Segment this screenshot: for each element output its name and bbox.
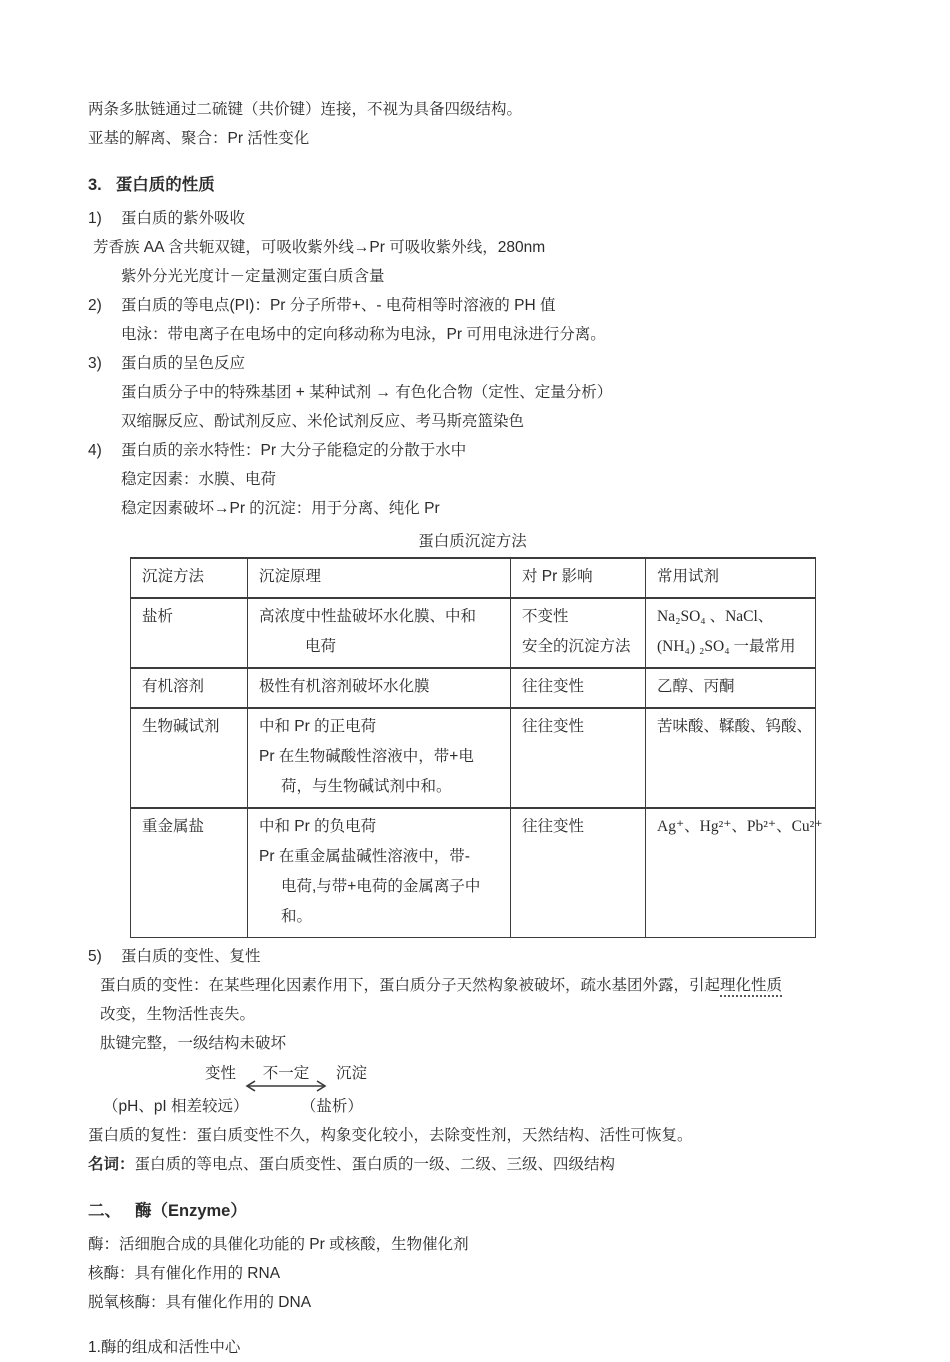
terms-text: 蛋白质的等电点、蛋白质变性、蛋白质的一级、二级、三级、四级结构 <box>134 1156 616 1173</box>
reagent-line: Ag⁺、Hg²⁺、Pb²⁺、Cu²⁺ <box>657 818 823 835</box>
list-item-uv-absorption <box>88 204 910 233</box>
cell-reagents <box>646 708 816 808</box>
denaturation-precipitation-relation <box>205 1062 910 1092</box>
section-title: 蛋白质的性质 <box>115 176 215 194</box>
list-item-denaturation <box>88 942 910 971</box>
item-title: 蛋白质的变性、复性 <box>121 948 261 965</box>
header-principle: 沉淀原理 <box>248 558 511 598</box>
header-reagents: 常用试剂 <box>646 558 816 598</box>
list-item-isoelectric-point <box>88 291 910 320</box>
renaturation-line: 蛋白质的复性：蛋白质变性不久，构象变化较小，去除变性剂，天然结构、活性可恢复。 <box>88 1127 693 1144</box>
table-row-organic-solvent <box>131 668 816 708</box>
effect-line: 往往变性 <box>522 678 585 695</box>
principle-line: Pr 在生物碱酸性溶液中，带+电 <box>259 748 474 765</box>
relation-right-term: 沉淀 <box>336 1065 368 1082</box>
cell-reagents <box>646 808 823 938</box>
uv-detail-line-1: 芳香族 AA 含共轭双键，可吸收紫外线→Pr 可吸收紫外线，280nm <box>93 239 546 256</box>
relation-left-term: 变性 <box>205 1065 237 1082</box>
section-heading-protein-properties <box>88 170 910 200</box>
section-heading-enzyme <box>88 1196 910 1226</box>
item-title: 蛋白质的紫外吸收 <box>121 210 246 227</box>
enzyme-def-line: 酶：活细胞合成的具催化功能的 Pr 或核酸，生物催化剂 <box>88 1236 469 1253</box>
item-number: 2) <box>88 297 102 314</box>
principle-line: 高浓度中性盐破坏水化膜、中和 <box>259 608 477 625</box>
relation-conditions-line <box>103 1092 910 1121</box>
item-number: 5) <box>88 948 102 965</box>
cell-method: 盐析 <box>131 598 248 668</box>
cell-effect <box>511 808 646 938</box>
ribozyme-line: 核酶：具有催化作用的 RNA <box>88 1265 281 1282</box>
cell-principle <box>248 668 511 708</box>
item-number: 1) <box>88 210 102 227</box>
list-item-hydrophilic <box>88 436 910 465</box>
item-title: 蛋白质的呈色反应 <box>121 355 246 372</box>
relation-label: 不一定 <box>262 1065 310 1082</box>
principle-line: 和。 <box>281 908 313 925</box>
section-title: 酶（Enzyme） <box>135 1202 247 1220</box>
effect-line: 往往变性 <box>522 818 585 835</box>
item-number: 4) <box>88 442 102 459</box>
uv-detail-line-2: 紫外分光光度计－定量测定蛋白质含量 <box>121 268 385 285</box>
table-row-heavy-metal-salt <box>131 808 816 938</box>
cell-method: 有机溶剂 <box>131 668 248 708</box>
relation-connector <box>243 1062 329 1092</box>
reagent-line: Na₂SO₄ 、NaCl、 <box>657 608 774 625</box>
cell-effect <box>511 598 646 668</box>
terms-label: 名词： <box>88 1156 135 1173</box>
cell-method: 生物碱试剂 <box>131 708 248 808</box>
section-number: 二、 <box>88 1202 121 1220</box>
terms-line <box>88 1150 910 1179</box>
cell-principle <box>248 808 511 938</box>
effect-line: 往往变性 <box>522 718 585 735</box>
double-arrow-icon <box>243 1080 329 1092</box>
principle-line: 电荷 <box>305 638 337 655</box>
cell-principle <box>248 708 511 808</box>
section-number: 3. <box>88 176 102 194</box>
intro-line-1: 两条多肽链通过二硫键（共价键）连接，不视为具备四级结构。 <box>88 101 523 118</box>
principle-line: Pr 在重金属盐碱性溶液中，带- <box>259 848 470 865</box>
cell-principle <box>248 598 511 668</box>
cell-reagents <box>646 668 816 708</box>
table-header-row <box>131 558 816 598</box>
table-row-alkaloid-reagent <box>131 708 816 808</box>
enzyme-subsection-line: 1.酶的组成和活性中心 <box>88 1339 241 1356</box>
item-title: 蛋白质的等电点(PI)：Pr 分子所带+、- 电荷相等时溶液的 PH 值 <box>121 297 556 314</box>
reagent-line: 乙醇、丙酮 <box>657 678 735 695</box>
color-reaction-line-1: 蛋白质分子中的特殊基团 + 某种试剂 → 有色化合物（定性、定量分析） <box>121 384 613 401</box>
condition-ph-pi: （pH、pI 相差较远） <box>103 1098 249 1115</box>
principle-line: 中和 Pr 的正电荷 <box>259 718 377 735</box>
stability-line-1: 稳定因素：水膜、电荷 <box>121 471 277 488</box>
principle-line: 中和 Pr 的负电荷 <box>259 818 377 835</box>
deoxyribozyme-line: 脱氧核酶：具有催化作用的 DNA <box>88 1294 312 1311</box>
item-number: 3) <box>88 355 102 372</box>
effect-line: 不变性 <box>522 608 569 625</box>
cell-reagents <box>646 598 816 668</box>
condition-salting-out: （盐析） <box>308 1098 363 1115</box>
electrophoresis-line: 电泳：带电离子在电场中的定向移动称为电泳，Pr 可用电泳进行分离。 <box>121 326 606 343</box>
table-title: 蛋白质沉淀方法 <box>418 533 527 550</box>
principle-line: 荷，与生物碱试剂中和。 <box>281 778 452 795</box>
principle-line: 极性有机溶剂破坏水化膜 <box>259 678 430 695</box>
denaturation-text: 蛋白质的变性：在某些理化因素作用下，蛋白质分子天然构象被破坏，疏水基团外露，引起 <box>100 977 721 994</box>
intro-line-2: 亚基的解离、聚合：Pr 活性变化 <box>88 130 310 147</box>
reagent-line: 苦味酸、鞣酸、钨酸、 <box>657 718 813 735</box>
item-title: 蛋白质的亲水特性：Pr 大分子能稳定的分散于水中 <box>121 442 467 459</box>
denaturation-emphasized-text: 理化性质 <box>720 977 782 997</box>
list-item-color-reaction <box>88 349 910 378</box>
cell-method: 重金属盐 <box>131 808 248 938</box>
precipitation-methods-table <box>130 557 823 938</box>
cell-effect <box>511 668 646 708</box>
stability-line-2: 稳定因素破坏→Pr 的沉淀：用于分离、纯化 Pr <box>121 500 440 517</box>
table-row-salting-out <box>131 598 816 668</box>
principle-line: 电荷,与带+电荷的金属离子中 <box>281 878 481 895</box>
denaturation-def-line-2: 改变，生物活性丧失。 <box>100 1006 256 1023</box>
header-effect: 对 Pr 影响 <box>511 558 646 598</box>
effect-line: 安全的沉淀方法 <box>522 638 631 655</box>
cell-effect <box>511 708 646 808</box>
header-method: 沉淀方法 <box>131 558 248 598</box>
peptide-bond-line: 肽键完整，一级结构未破坏 <box>100 1035 287 1052</box>
color-reaction-line-2: 双缩脲反应、酚试剂反应、米伦试剂反应、考马斯亮篮染色 <box>121 413 525 430</box>
denaturation-def-line-1 <box>88 971 910 1000</box>
reagent-line: (NH₄) ₂SO₄ 一最常用 <box>657 638 796 655</box>
